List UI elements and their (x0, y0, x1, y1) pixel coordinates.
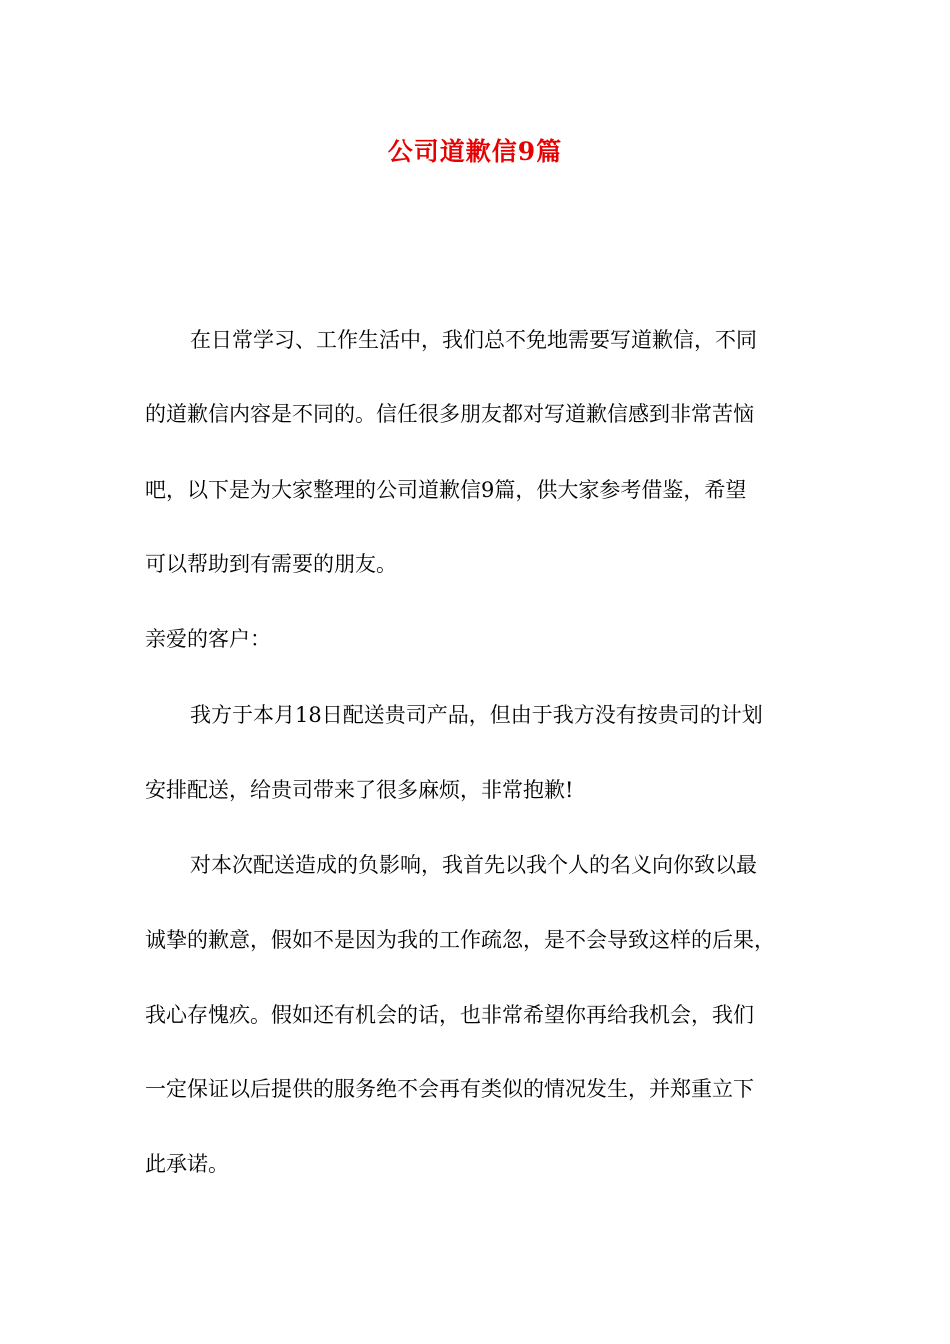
paragraph-line: 在日常学习、工作生活中，我们总不免地需要写道歉信，不同 (190, 328, 757, 352)
document-title: 公司道歉信9篇 (387, 137, 563, 166)
paragraph-line: 一定保证以后提供的服务绝不会再有类似的情况发生，并郑重立下 (145, 1077, 754, 1101)
paragraph-line: 我方于本月18日配送贵司产品，但由于我方没有按贵司的计划 (190, 703, 763, 727)
paragraph-line: 可以帮助到有需要的朋友。 (145, 552, 397, 576)
paragraph-line: 吧，以下是为大家整理的公司道歉信9篇，供大家参考借鉴，希望 (145, 478, 747, 502)
paragraph-line: 对本次配送造成的负影响，我首先以我个人的名义向你致以最 (190, 853, 757, 877)
salutation: 亲爱的客户： (145, 627, 271, 651)
paragraph-line: 安排配送，给贵司带来了很多麻烦，非常抱歉! (145, 778, 574, 802)
paragraph-line: 诚挚的歉意，假如不是因为我的工作疏忽，是不会导致这样的后果， (145, 928, 775, 952)
paragraph-line: 的道歉信内容是不同的。信任很多朋友都对写道歉信感到非常苦恼 (145, 402, 754, 426)
paragraph-line: 我心存愧疚。假如还有机会的话，也非常希望你再给我机会，我们 (145, 1003, 754, 1027)
paragraph-line: 此承诺。 (145, 1152, 229, 1176)
